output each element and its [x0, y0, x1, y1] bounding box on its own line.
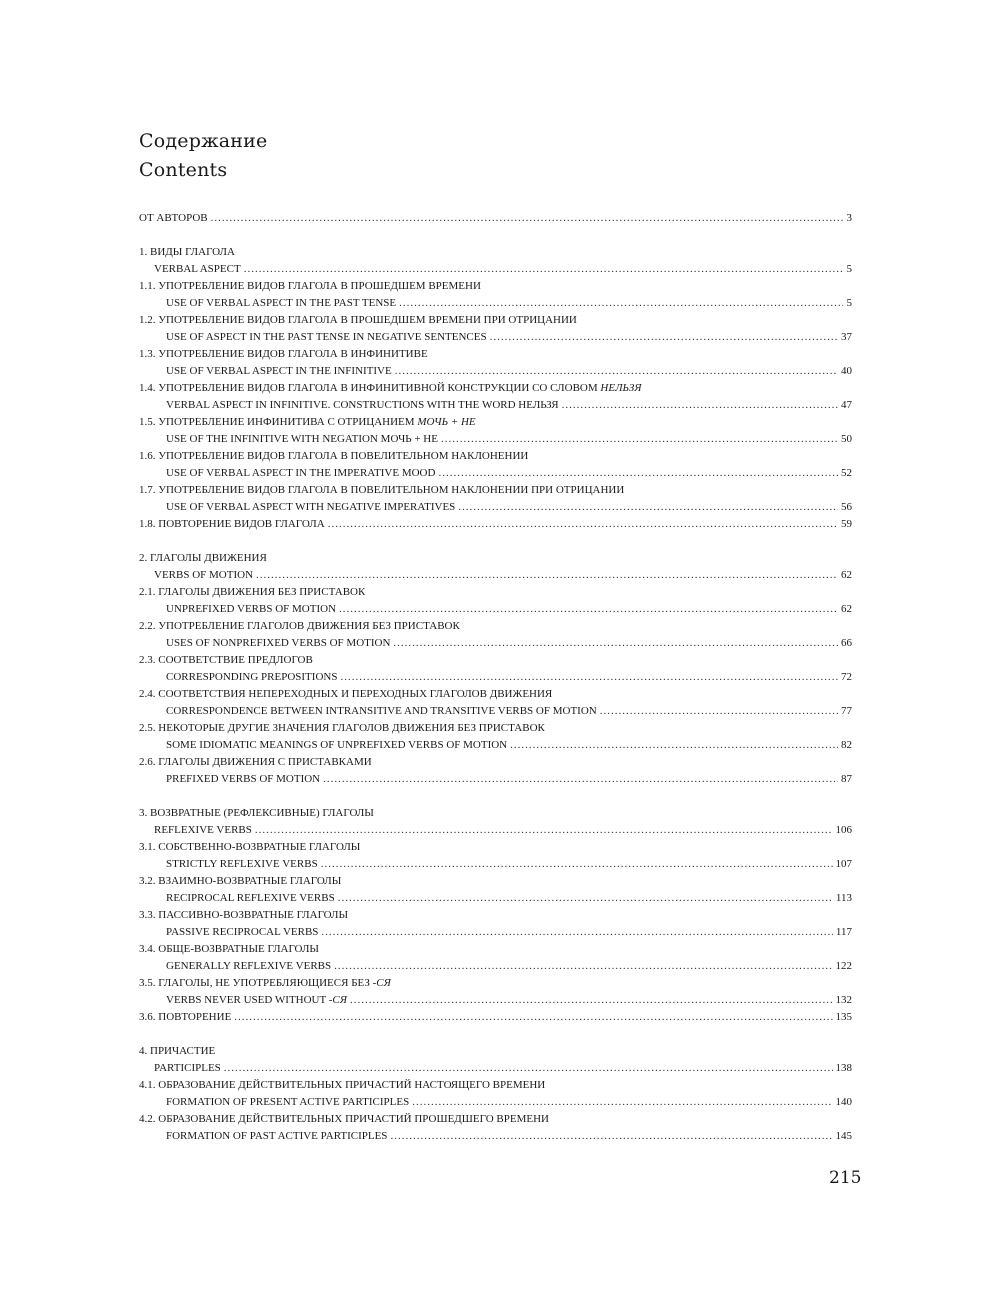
toc-entry-label	[139, 720, 545, 737]
toc-entry-label	[166, 1128, 387, 1145]
section-title-en[interactable]	[139, 295, 852, 312]
section-title-ru	[139, 754, 852, 771]
toc-page-number: 122	[835, 960, 852, 972]
dot-leader	[510, 737, 838, 754]
dot-leader	[340, 669, 838, 686]
toc-entry-text: CORRESPONDENCE BETWEEN INTRANSITIVE AND TRANSITIVE VERBS OF MOTION	[166, 705, 597, 717]
heading-ru: Содержание	[139, 130, 268, 152]
toc-entry-text: 2.3. СООТВЕТСТВИЕ ПРЕДЛОГОВ	[139, 654, 313, 666]
toc-entry-text: USE OF VERBAL ASPECT IN THE PAST TENSE	[166, 297, 397, 309]
section-title-ru	[139, 873, 852, 890]
toc-page-number: 140	[835, 1096, 852, 1108]
toc-entry-label	[139, 652, 313, 669]
toc-entry-label	[166, 635, 390, 652]
toc-entry-label	[139, 618, 460, 635]
section-title-ru	[139, 482, 852, 499]
dot-leader	[321, 856, 833, 873]
toc-page-number: 5	[846, 297, 852, 309]
toc-entry-label	[139, 1043, 215, 1060]
toc-entry-text: 3.1. СОБСТВЕННО-ВОЗВРАТНЫЕ ГЛАГОЛЫ	[139, 841, 361, 853]
toc-page-number: 72	[841, 671, 852, 683]
chapter-title-en[interactable]	[139, 822, 852, 839]
section-entry[interactable]	[139, 1009, 852, 1026]
toc-entry-label	[139, 873, 341, 890]
toc-entry-text: 4.1. ОБРАЗОВАНИЕ ДЕЙСТВИТЕЛЬНЫХ ПРИЧАСТИЙ НАСТОЯЩЕГО ВРЕМЕНИ	[139, 1079, 546, 1091]
table-of-contents	[139, 210, 852, 1145]
section-title-en[interactable]	[139, 499, 852, 516]
section-title-en[interactable]	[139, 771, 852, 788]
toc-entry-label	[139, 1111, 549, 1128]
dot-leader	[255, 822, 833, 839]
toc-entry-text: 4. ПРИЧАСТИЕ	[139, 1045, 216, 1057]
toc-page-number: 62	[841, 569, 852, 581]
dot-leader	[412, 1094, 832, 1111]
toc-entry-label	[166, 924, 318, 941]
toc-entry-label	[166, 601, 336, 618]
toc-entry-label	[139, 941, 319, 958]
dot-leader	[395, 363, 838, 380]
toc-entry-label	[139, 482, 624, 499]
toc-entry-text: 1. ВИДЫ ГЛАГОЛА	[139, 246, 235, 258]
toc-entry-text: USE OF THE INFINITIVE WITH NEGATION МОЧЬ + НЕ	[166, 433, 438, 445]
heading-en: Contents	[139, 159, 228, 181]
toc-entry-label	[139, 1009, 231, 1026]
toc-entry-text: 1.7. УПОТРЕБЛЕНИЕ ВИДОВ ГЛАГОЛА В ПОВЕЛИТЕЛЬНОМ НАКЛОНЕНИИ ПРИ ОТРИЦАНИИ	[139, 484, 625, 496]
section-title-ru	[139, 414, 852, 431]
section-gap	[139, 788, 852, 805]
toc-entry-label	[166, 890, 335, 907]
toc-page-number: 62	[841, 603, 852, 615]
toc-entry-text: FORMATION OF PAST ACTIVE PARTICIPLES	[166, 1130, 388, 1142]
toc-page-number: 135	[835, 1011, 852, 1023]
toc-entry-label	[139, 754, 372, 771]
toc-page-number: 106	[835, 824, 852, 836]
toc-entry-text: SOME IDIOMATIC MEANINGS OF UNPREFIXED VERBS OF MOTION	[166, 739, 508, 751]
toc-entry-text: STRICTLY REFLEXIVE VERBS	[166, 858, 318, 870]
toc-entry-text: 1.2. УПОТРЕБЛЕНИЕ ВИДОВ ГЛАГОЛА В ПРОШЕДШЕМ ВРЕМЕНИ ПРИ ОТРИЦАНИИ	[139, 314, 577, 326]
toc-entry-label	[139, 380, 642, 397]
section-title-en[interactable]	[139, 431, 852, 448]
toc-entry-text: 1.6. УПОТРЕБЛЕНИЕ ВИДОВ ГЛАГОЛА В ПОВЕЛИТЕЛЬНОМ НАКЛОНЕНИИ	[139, 450, 529, 462]
toc-entry-text: USE OF VERBAL ASPECT WITH NEGATIVE IMPERATIVES	[166, 501, 456, 513]
toc-entry-label	[154, 567, 253, 584]
toc-entry-text: 1.3. УПОТРЕБЛЕНИЕ ВИДОВ ГЛАГОЛА В ИНФИНИТИВЕ	[139, 348, 428, 360]
dot-leader	[490, 329, 838, 346]
dot-leader	[338, 890, 833, 907]
toc-entry-text: 2.1. ГЛАГОЛЫ ДВИЖЕНИЯ БЕЗ ПРИСТАВОК	[139, 586, 366, 598]
toc-page-number: 52	[841, 467, 852, 479]
toc-entry-text: PARTICIPLES	[154, 1062, 221, 1074]
toc-entry-text: 2. ГЛАГОЛЫ ДВИЖЕНИЯ	[139, 552, 267, 564]
toc-entry-label	[139, 550, 267, 567]
toc-entry-text: PASSIVE RECIPROCAL VERBS	[166, 926, 319, 938]
toc-entry-label	[154, 261, 241, 278]
section-title-ru	[139, 278, 852, 295]
toc-page-number: 107	[835, 858, 852, 870]
toc-entry-text: 1.8. ПОВТОРЕНИЕ ВИДОВ ГЛАГОЛА	[139, 518, 325, 530]
toc-entry-text: UNPREFIXED VERBS OF MOTION	[166, 603, 337, 615]
toc-page-number: 87	[841, 773, 852, 785]
section-title-en[interactable]	[139, 703, 852, 720]
dot-leader	[323, 771, 838, 788]
dot-leader	[438, 465, 838, 482]
toc-page-number: 145	[835, 1130, 852, 1142]
dot-leader	[393, 635, 838, 652]
page-number: 215	[829, 1168, 862, 1188]
dot-leader	[234, 1009, 832, 1026]
toc-entry-label	[166, 295, 396, 312]
dot-leader	[328, 516, 838, 533]
toc-page-number: 47	[841, 399, 852, 411]
toc-entry-text: 2.5. НЕКОТОРЫЕ ДРУГИЕ ЗНАЧЕНИЯ ГЛАГОЛОВ ДВИЖЕНИЯ БЕЗ ПРИСТАВОК	[139, 722, 545, 734]
toc-entry-label: ОТ АВТОРОВ	[139, 212, 208, 224]
toc-entry-text: CORRESPONDING PREPOSITIONS	[166, 671, 338, 683]
toc-page-number: 66	[841, 637, 852, 649]
dot-leader	[211, 210, 843, 227]
toc-entry-text: 1.5. УПОТРЕБЛЕНИЕ ИНФИНИТИВА С ОТРИЦАНИЕМ	[139, 416, 418, 428]
toc-page-number: 138	[835, 1062, 852, 1074]
chapter-title-en[interactable]	[139, 1060, 852, 1077]
section-title-ru	[139, 346, 852, 363]
section-title-ru	[139, 907, 852, 924]
toc-entry-label	[139, 516, 325, 533]
section-title-en[interactable]	[139, 1128, 852, 1145]
section-title-en[interactable]	[139, 397, 852, 414]
toc-entry-label	[139, 686, 552, 703]
section-title-en[interactable]	[139, 1094, 852, 1111]
section-title-en[interactable]	[139, 856, 852, 873]
toc-entry-text: GENERALLY REFLEXIVE VERBS	[166, 960, 332, 972]
dot-leader	[390, 1128, 832, 1145]
toc-entry-text: VERBS NEVER USED WITHOUT	[166, 994, 329, 1006]
toc-entry-label	[139, 975, 391, 992]
toc-entry-label	[139, 1077, 545, 1094]
toc-page-number: 117	[835, 926, 852, 938]
toc-entry-label	[166, 465, 435, 482]
toc-entry-label	[139, 244, 235, 261]
toc-entry-label	[166, 958, 331, 975]
section-title-ru	[139, 941, 852, 958]
toc-entry-text: 3. ВОЗВРАТНЫЕ (РЕФЛЕКСИВНЫЕ) ГЛАГОЛЫ	[139, 807, 374, 819]
toc-entry-label	[166, 329, 487, 346]
toc-page-number: 82	[841, 739, 852, 751]
toc-entry-italic: -СЯ	[328, 994, 347, 1006]
section-title-ru	[139, 839, 852, 856]
toc-page-number: 40	[841, 365, 852, 377]
toc-entry-label	[139, 448, 528, 465]
section-title-ru	[139, 720, 852, 737]
section-title-en[interactable]	[139, 737, 852, 754]
section-title-en[interactable]	[139, 635, 852, 652]
toc-entry-text: FORMATION OF PRESENT ACTIVE PARTICIPLES	[166, 1096, 410, 1108]
toc-page-number: 113	[835, 892, 852, 904]
toc-entry-text: USE OF ASPECT IN THE PAST TENSE IN NEGATIVE SENTENCES	[166, 331, 487, 343]
toc-entry-text: 4.2. ОБРАЗОВАНИЕ ДЕЙСТВИТЕЛЬНЫХ ПРИЧАСТИЙ ПРОШЕДШЕГО ВРЕМЕНИ	[139, 1113, 549, 1125]
dot-leader	[224, 1060, 833, 1077]
toc-entry-text: 2.6. ГЛАГОЛЫ ДВИЖЕНИЯ С ПРИСТАВКАМИ	[139, 756, 372, 768]
section-title-en[interactable]	[139, 924, 852, 941]
section-title-ru	[139, 448, 852, 465]
dot-leader	[321, 924, 832, 941]
toc-entry-italic: МОЧЬ + НЕ	[417, 416, 476, 428]
toc-entry-text: 3.6. ПОВТОРЕНИЕ	[139, 1011, 232, 1023]
toc-entry-text: 3.2. ВЗАИМНО-ВОЗВРАТНЫЕ ГЛАГОЛЫ	[139, 875, 342, 887]
dot-leader	[350, 992, 833, 1009]
toc-entry-label	[154, 1060, 221, 1077]
toc-entry-text: USE OF VERBAL ASPECT IN THE IMPERATIVE MOOD	[166, 467, 436, 479]
toc-entry-label	[166, 856, 318, 873]
section-title-ru	[139, 686, 852, 703]
chapter-title-ru	[139, 805, 852, 822]
section-title-en[interactable]	[139, 601, 852, 618]
toc-entry-label	[166, 499, 455, 516]
toc-entry-preface[interactable]	[139, 210, 852, 227]
toc-entry-text: VERBAL ASPECT	[154, 263, 241, 275]
toc-entry-label	[166, 737, 507, 754]
toc-entry-label	[166, 703, 597, 720]
toc-entry-label	[166, 992, 347, 1009]
toc-entry-label	[166, 363, 392, 380]
toc-entry-label	[139, 346, 428, 363]
toc-entry-label	[166, 397, 559, 414]
toc-entry-text: USE OF VERBAL ASPECT IN THE INFINITIVE	[166, 365, 392, 377]
section-title-en[interactable]	[139, 329, 852, 346]
dot-leader	[334, 958, 832, 975]
toc-entry-label	[139, 805, 374, 822]
dot-leader	[339, 601, 838, 618]
toc-page-number: 5	[846, 263, 852, 275]
toc-page-number: 3	[846, 212, 852, 224]
toc-entry-text: 1.4. УПОТРЕБЛЕНИЕ ВИДОВ ГЛАГОЛА В ИНФИНИТИВНОЙ КОНСТРУКЦИИ СО СЛОВОМ	[139, 382, 601, 394]
chapter-title-en[interactable]	[139, 567, 852, 584]
toc-entry-label	[166, 771, 320, 788]
section-gap	[139, 1026, 852, 1043]
toc-entry-label	[139, 312, 577, 329]
section-title-en[interactable]	[139, 363, 852, 380]
contents-headings	[139, 127, 267, 185]
section-title-ru	[139, 312, 852, 329]
dot-leader	[562, 397, 838, 414]
chapter-title-ru	[139, 550, 852, 567]
section-gap	[139, 227, 852, 244]
section-title-en[interactable]	[139, 992, 852, 1009]
toc-entry-text: 3.3. ПАССИВНО-ВОЗВРАТНЫЕ ГЛАГОЛЫ	[139, 909, 349, 921]
chapter-title-ru	[139, 244, 852, 261]
toc-entry-label	[166, 431, 438, 448]
toc-entry-text: 3.4. ОБЩЕ-ВОЗВРАТНЫЕ ГЛАГОЛЫ	[139, 943, 320, 955]
dot-leader	[441, 431, 838, 448]
toc-entry-text: USES OF NONPREFIXED VERBS OF MOTION	[166, 637, 391, 649]
section-title-ru	[139, 1077, 852, 1094]
section-title-en[interactable]	[139, 890, 852, 907]
section-entry[interactable]	[139, 516, 852, 533]
toc-entry-text: 1.1. УПОТРЕБЛЕНИЕ ВИДОВ ГЛАГОЛА В ПРОШЕДШЕМ ВРЕМЕНИ	[139, 280, 481, 292]
toc-page-number: 77	[841, 705, 852, 717]
toc-entry-text: VERBAL ASPECT IN INFINITIVE. CONSTRUCTIONS WITH THE WORD НЕЛЬЗЯ	[166, 399, 559, 411]
toc-page-number: 59	[841, 518, 852, 530]
toc-page-number: 132	[835, 994, 852, 1006]
section-title-ru	[139, 380, 852, 397]
section-title-en[interactable]	[139, 958, 852, 975]
toc-entry-text: 2.4. СООТВЕТСТВИЯ НЕПЕРЕХОДНЫХ И ПЕРЕХОДНЫХ ГЛАГОЛОВ ДВИЖЕНИЯ	[139, 688, 553, 700]
toc-entry-text: 2.2. УПОТРЕБЛЕНИЕ ГЛАГОЛОВ ДВИЖЕНИЯ БЕЗ ПРИСТАВОК	[139, 620, 460, 632]
dot-leader	[399, 295, 843, 312]
toc-entry-label	[139, 907, 348, 924]
toc-entry-text: RECIPROCAL REFLEXIVE VERBS	[166, 892, 335, 904]
toc-page-number: 50	[841, 433, 852, 445]
chapter-title-ru	[139, 1043, 852, 1060]
section-title-ru	[139, 618, 852, 635]
section-title-en[interactable]	[139, 465, 852, 482]
toc-entry-label	[154, 822, 252, 839]
toc-entry-label	[166, 669, 337, 686]
section-gap	[139, 533, 852, 550]
section-title-ru	[139, 1111, 852, 1128]
toc-entry-label	[166, 1094, 409, 1111]
section-title-ru	[139, 652, 852, 669]
toc-page-number: 37	[841, 331, 852, 343]
dot-leader	[256, 567, 838, 584]
section-title-en[interactable]	[139, 669, 852, 686]
toc-entry-label	[139, 839, 360, 856]
dot-leader	[244, 261, 843, 278]
toc-entry-text: REFLEXIVE VERBS	[154, 824, 252, 836]
toc-entry-text: PREFIXED VERBS OF MOTION	[166, 773, 321, 785]
toc-page-number: 56	[841, 501, 852, 513]
toc-entry-text: 3.5. ГЛАГОЛЫ, НЕ УПОТРЕБЛЯЮЩИЕСЯ БЕЗ	[139, 977, 373, 989]
toc-entry-label	[139, 414, 476, 431]
toc-entry-label	[139, 278, 481, 295]
dot-leader	[458, 499, 838, 516]
chapter-title-en[interactable]	[139, 261, 852, 278]
section-title-ru	[139, 584, 852, 601]
toc-entry-text: VERBS OF MOTION	[154, 569, 254, 581]
section-title-ru	[139, 975, 852, 992]
dot-leader	[600, 703, 838, 720]
toc-entry-italic: -СЯ	[372, 977, 391, 989]
toc-entry-italic: НЕЛЬЗЯ	[600, 382, 642, 394]
toc-entry-label	[139, 584, 365, 601]
